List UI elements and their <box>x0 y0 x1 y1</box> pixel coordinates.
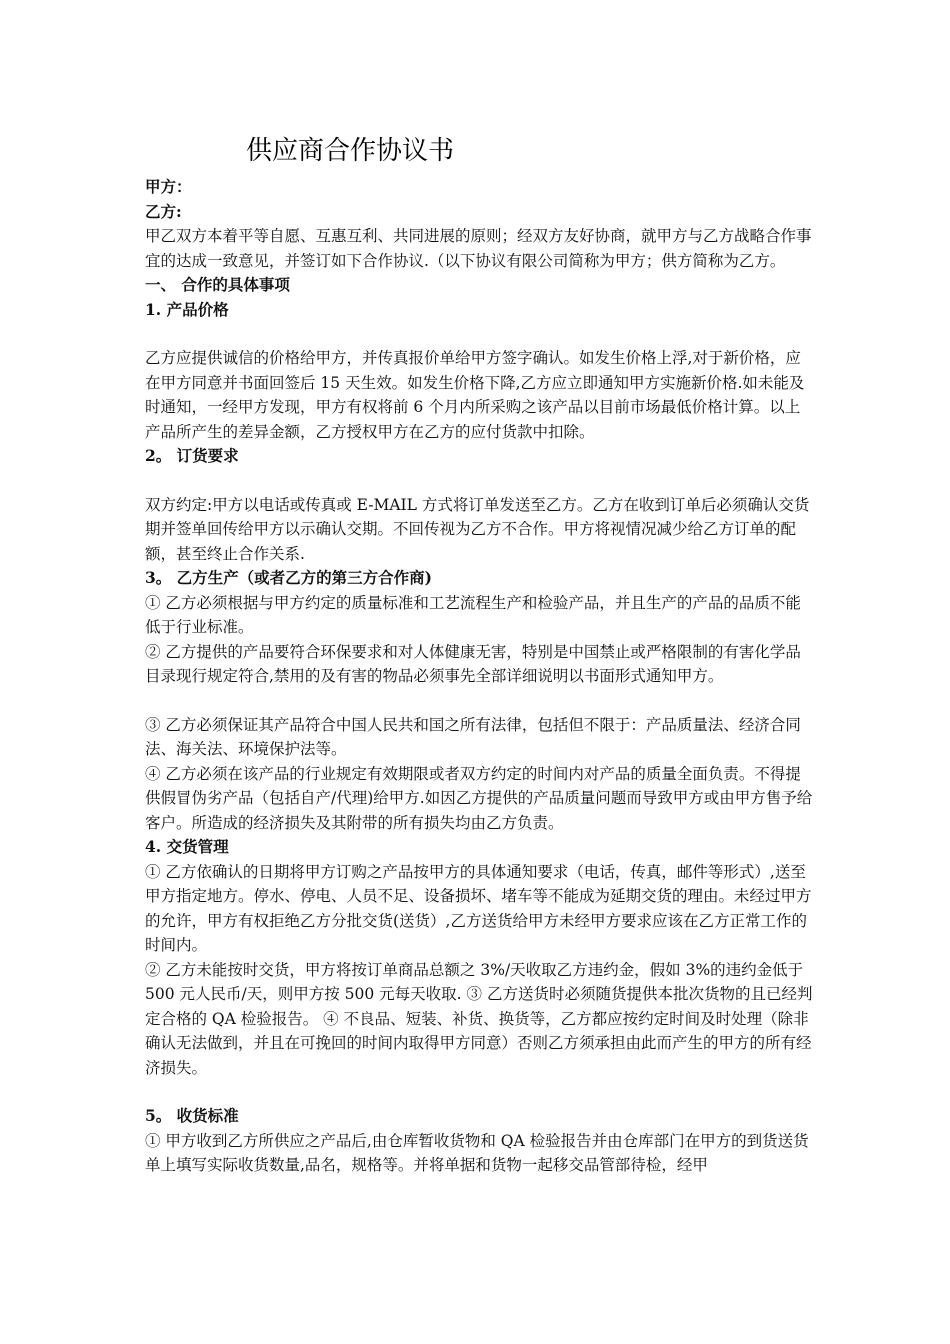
s1-paragraph: 乙方应提供诚信的价格给甲方，并传真报价单给甲方签字确认。如发生价格上浮,对于新价格，应在甲方同意并书面回签后 15 天生效。如发生价格下降,乙方应立即通知甲方实施新价格.如未能及时通知，一经甲方发现，甲方有权将前 6 个月内所采购之该产品以目前市场最低价格计算。以上产品所产生的差异金额，乙方授权甲方在乙方的应付货款中扣除。 <box>145 349 805 441</box>
s3-item-3: ③ 乙方必须保证其产品符合中国人民共和国之所有法律，包括但不限于：产品质量法、经济合同法、海关法、环境保护法等。 <box>145 715 801 758</box>
document-title: 供应商合作协议书 <box>246 136 455 166</box>
s4-item-1: ① 乙方依确认的日期将甲方订购之产品按甲方的具体通知要求（电话，传真，邮件等形式）,送至甲方指定地方。停水、停电、人员不足、设备损坏、堵车等不能成为延期交货的理由。未经过甲方的允许，甲方有权拒绝乙方分批交货(送货）,乙方送货给甲方未经甲方要求应该在乙方正常工作的时间内。 <box>145 862 812 954</box>
intro-paragraph: 甲乙双方本着平等自愿、互惠互利、共同进展的原则；经双方友好协商，就甲方与乙方战略合作事宜的达成一致意见，并签订如下合作协议.（以下协议有限公司简称为甲方；供方简称为乙方。 <box>145 227 812 270</box>
s3-heading: 3。 乙方生产（或者乙方的第三方合作商) <box>145 568 433 587</box>
s1-heading: 1. 产品价格 <box>145 299 229 319</box>
s3-item-2: ② 乙方提供的产品要符合环保要求和对人体健康无害，特别是中国禁止或严格限制的有害化学品目录现行规定符合,禁用的及有害的物品必须事先全部详细说明以书面形式通知甲方。 <box>145 642 801 685</box>
s4-heading: 4. 交货管理 <box>145 837 229 856</box>
party-b-label: 乙方: <box>145 201 182 221</box>
party-a-label: 甲方： <box>145 177 192 196</box>
s2-heading: 2。 订货要求 <box>145 446 239 465</box>
s2-paragraph: 双方约定:甲方以电话或传真或 E-MAIL 方式将订单发送至乙方。乙方在收到订单后必须确认交货期并签单回传给甲方以示确认交期。不回传视为乙方不合作。甲方将视情况减少给乙方订单的配额，甚至终止合作关系. <box>145 495 810 563</box>
s4-item-2: ② 乙方未能按时交货，甲方将按订单商品总额之 3%/天收取乙方违约金，假如 3%的违约金低于 500 元人民币/天，则甲方按 500 元每天收取. ③ 乙方送货时必须随货提供本批次货物的且已经判定合格的 QA 检验报告。 ④ 不良品、短装、补货、换货等，乙方都应按约定时间及时处理（除非确认无法做到，并且在可挽回的时间内取得甲方同意）否则乙方须承担由此而产生的甲方的所有经济损失。 <box>145 960 813 1077</box>
section-1-heading: 一、 合作的具体事项 <box>145 275 290 294</box>
s5-heading: 5。 收货标准 <box>145 1106 239 1125</box>
document-body <box>145 175 813 1178</box>
s3-item-4: ④ 乙方必须在该产品的行业规定有效期限或者双方约定的时间内对产品的质量全面负责。不得提供假冒伪劣产品（包括自产/代理)给甲方.如因乙方提供的产品质量问题而导致甲方或由甲方售予给客户。所造成的经济损失及其附带的所有损失均由乙方负责。 <box>145 764 813 832</box>
s5-item-1: ① 甲方收到乙方所供应之产品后,由仓库暂收货物和 QA 检验报告并由仓库部门在甲方的到货送货单上填写实际收货数量,品名，规格等。并将单据和货物一起移交品管部待检，经甲 <box>145 1131 809 1174</box>
s3-item-1: ① 乙方必须根据与甲方约定的质量标准和工艺流程生产和检验产品，并且生产的产品的品质不能低于行业标准。 <box>145 593 801 636</box>
